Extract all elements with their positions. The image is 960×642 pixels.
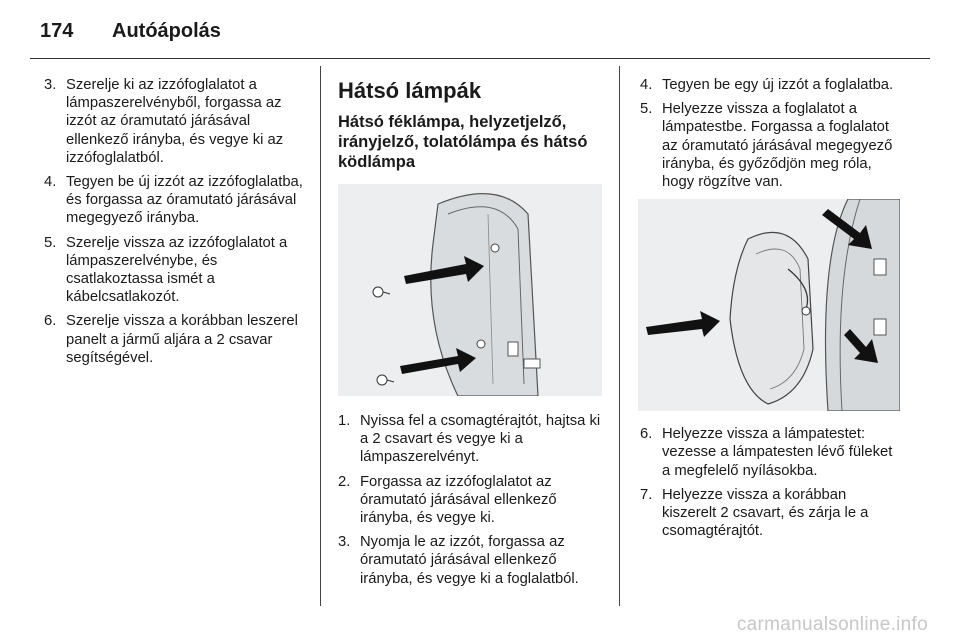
page-title: Autóápolás — [112, 20, 221, 42]
list-item: 4. Tegyen be egy új izzót a foglalatba. — [640, 77, 894, 93]
column-2 — [338, 78, 604, 594]
list-item: 3. Szerelje ki az izzófoglalatot a lámpaszerelvényből, forgassa az izzót az óramutató járásával ellenkező irányba, és vegye ki az izzófoglalatból. — [44, 77, 284, 166]
list-item: 3. Nyomja le az izzót, forgassa az óramutató járásával ellenkező irányba, és vegye ki a foglalatból. — [338, 534, 579, 587]
header-rule — [30, 58, 930, 59]
figure-rear-lamp-screws — [338, 184, 602, 396]
figure-lamp-housing-insertion — [638, 199, 900, 411]
list-item: 5. Helyezze vissza a foglalatot a lámpatestbe. Forgassa a foglalatot az óramutató járásával megegyező irányba, és győződjön meg róla, hogy rögzítve van. — [640, 101, 893, 191]
watermark: carmanualsonline.info — [736, 614, 928, 635]
list-item: 1. Nyissa fel a csomagtérajtót, hajtsa ki a 2 csavart és vegye ki a lámpaszerelvényt. — [338, 413, 601, 466]
list-item: 2. Forgassa az izzófoglalatot az óramutató járásával ellenkező irányba, és vegye ki. — [338, 473, 557, 527]
column-divider — [320, 66, 321, 606]
list-item: 6. Szerelje vissza a korábban leszerel panelt a jármű aljára a 2 csavar segítségével. — [44, 313, 298, 366]
list-item: 4. Tegyen be új izzót az izzófoglalatba, és forgassa az óramutató járásával megegyező irányba. — [44, 174, 303, 227]
column-3 — [640, 76, 904, 546]
column-1 — [44, 76, 306, 373]
list-item: 5. Szerelje vissza az izzófoglalatot a lámpaszerelvénybe, és csatlakoztassa ismét a kábelcsatlakozót. — [44, 234, 288, 306]
page-header — [40, 20, 221, 43]
section-title: Hátsó lámpák — [338, 78, 482, 103]
page-number: 174 — [40, 20, 74, 42]
list-item: 6. Helyezze vissza a lámpatestet: vezesse a lámpatesten lévő füleket a megfelelő nyílásokba. — [640, 426, 893, 479]
subsection-title: Hátsó féklámpa, helyzetjelző, irányjelző, tolatólámpa és hátsó ködlámpa — [338, 113, 588, 171]
column-divider — [619, 66, 620, 606]
list-item: 7. Helyezze vissza a korábban kiszerelt 2 csavart, és zárja le a csomagtérajtót. — [640, 486, 869, 540]
